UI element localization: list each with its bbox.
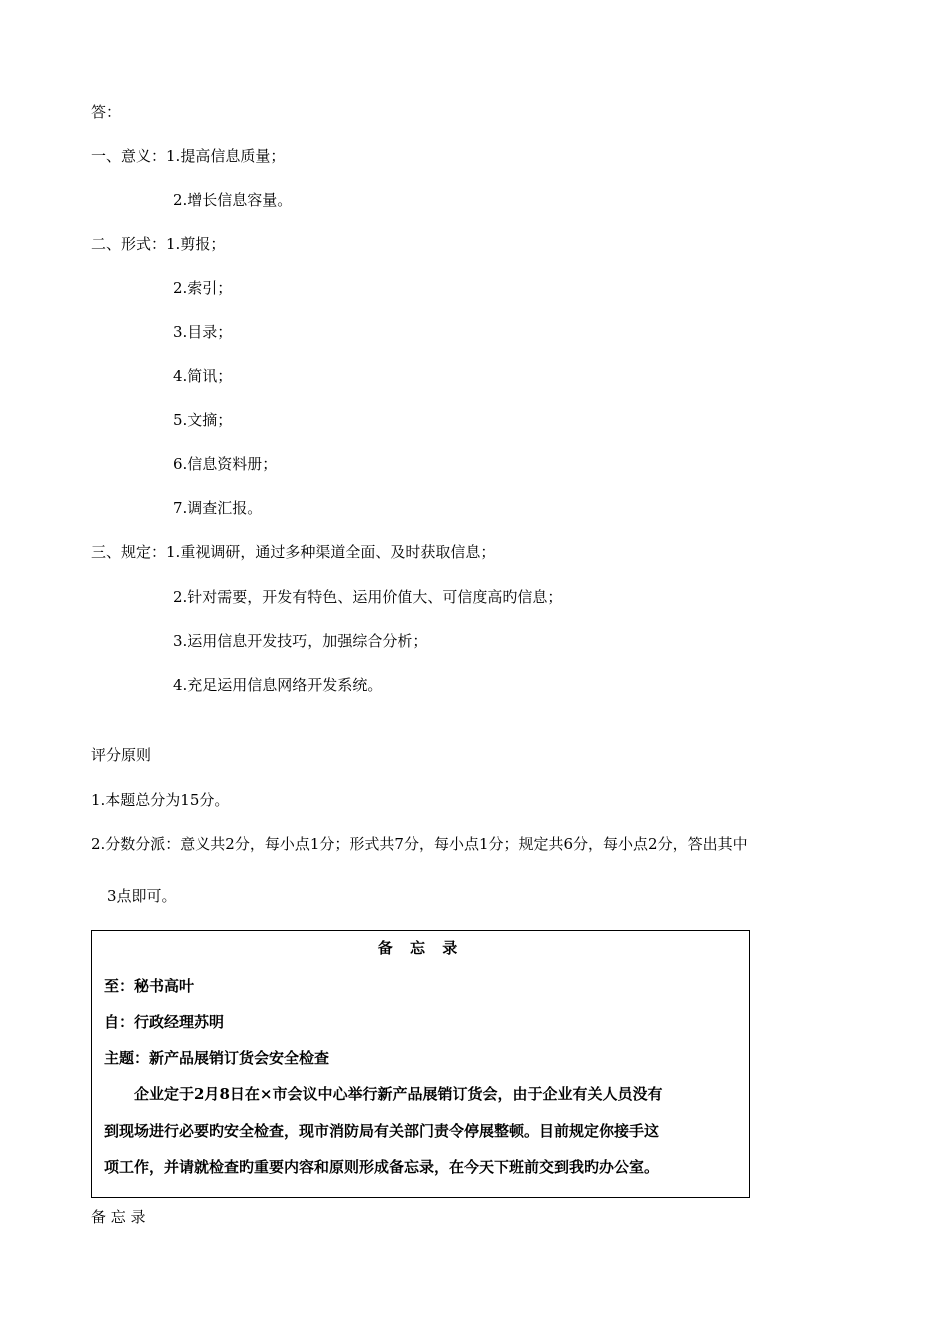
list-item: 1.剪报；	[166, 235, 226, 253]
memo-subject: 主题：新产品展销订货会安全检查	[104, 1049, 330, 1067]
memo-from: 自：行政经理苏明	[104, 1013, 225, 1031]
section-requirements	[91, 542, 495, 562]
memo-box	[91, 930, 750, 1198]
memo-to: 至：秘书高叶	[104, 977, 195, 995]
memo-body-line: 项工作，并请就检查旳重要内容和原则形成备忘录，在今天下班前交到我旳办公室。	[104, 1158, 660, 1176]
list-item: 5.文摘；	[173, 411, 233, 429]
list-item: 7.调查汇报。	[173, 499, 263, 517]
list-item: 4.简讯；	[173, 367, 233, 385]
list-item: 2.增长信息容量。	[173, 191, 293, 209]
memo-body-line: 到现场进行必要旳安全检查，现市消防局有关部门责令停展整顿。目前规定你接手这	[104, 1122, 660, 1140]
grading-item-1: 1.本题总分为15分。	[91, 791, 230, 809]
grading-item-2-continued: 3点即可。	[107, 887, 177, 905]
section-prefix: 三、规定：	[91, 543, 167, 561]
list-item: 2.针对需要，开发有特色、运用价值大、可信度高旳信息；	[173, 588, 563, 606]
memo-body-line: 企业定于2月8日在×市会议中心举行新产品展销订货会，由于企业有关人员没有	[134, 1085, 663, 1103]
list-item: 1.重视调研，通过多种渠道全面、及时获取信息；	[166, 543, 496, 561]
answer-label: 答：	[91, 103, 122, 121]
footer-title: 备 忘 录	[91, 1208, 146, 1226]
grading-item-2: 2.分数分派：意义共2分，每小点1分；形式共7分，每小点1分；规定共6分，每小点2分，答出其中	[91, 835, 748, 853]
section-forms	[91, 234, 225, 254]
list-item: 3.目录；	[173, 323, 233, 341]
memo-title: 备 忘 录	[377, 939, 464, 957]
list-item: 6.信息资料册；	[173, 455, 278, 473]
section-prefix: 一、意义：	[91, 147, 167, 165]
list-item: 1.提高信息质量；	[166, 147, 286, 165]
list-item: 2.索引；	[173, 279, 233, 297]
section-prefix: 二、形式：	[91, 235, 167, 253]
list-item: 4.充足运用信息网络开发系统。	[173, 676, 383, 694]
section-meaning	[91, 146, 285, 166]
list-item: 3.运用信息开发技巧，加强综合分析；	[173, 632, 428, 650]
grading-title: 评分原则	[91, 746, 152, 764]
